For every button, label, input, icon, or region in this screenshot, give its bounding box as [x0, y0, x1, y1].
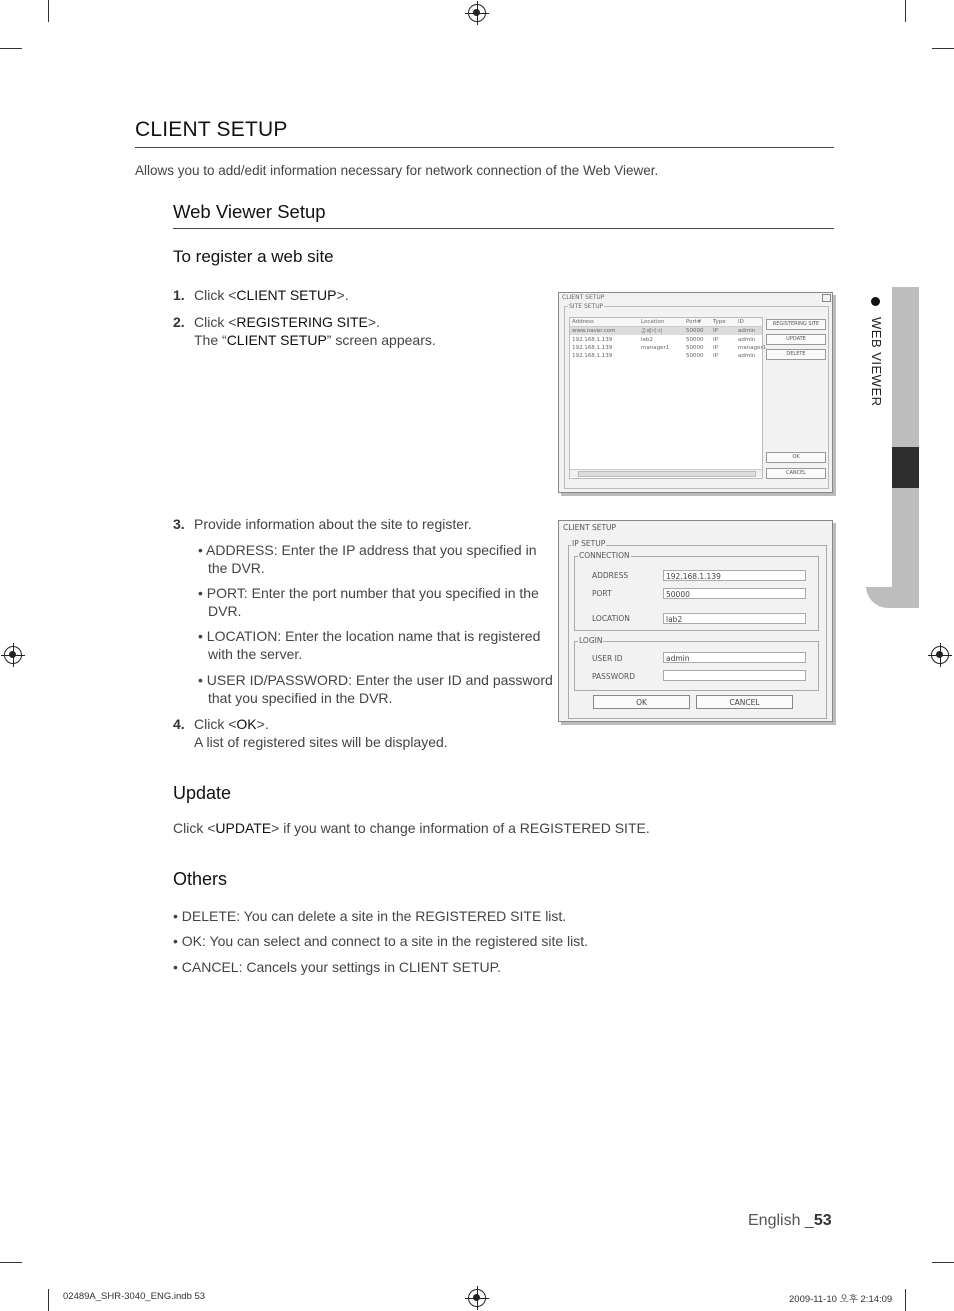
list-item: • DELETE: You can delete a site in the REGISTERED SITE list. — [173, 908, 567, 924]
intro-text: Allows you to add/edit information necessary for network connection of the Web Viewer. — [135, 163, 659, 178]
address-label: ADDRESS — [592, 571, 629, 580]
step-2-text — [194, 313, 436, 349]
ip-setup-screenshot — [558, 520, 833, 722]
side-tab-label: WEB VIEWER — [869, 317, 884, 407]
text: that you specified in the DVR. — [208, 690, 393, 706]
cell: admin — [738, 337, 756, 343]
cell: 50000 — [686, 337, 704, 343]
text: DVR. — [208, 603, 242, 619]
text: >. — [367, 314, 380, 330]
title-rule — [135, 147, 834, 148]
update-heading: Update — [173, 783, 232, 803]
crop-mark — [48, 1289, 49, 1311]
close-icon — [822, 294, 831, 302]
group-label: CONNECTION — [579, 551, 630, 560]
cell: www.naver.com — [572, 328, 616, 334]
step-number: 3. — [173, 516, 185, 532]
registration-mark-icon — [468, 1289, 486, 1307]
step-4-text — [194, 715, 448, 751]
text: • ADDRESS: Enter the IP address that you specified in — [198, 542, 537, 558]
col-header: Type — [713, 319, 726, 325]
registration-mark-icon — [468, 4, 486, 22]
crop-mark — [0, 48, 22, 49]
key-label: UPDATE — [215, 820, 272, 836]
text: • PORT: Enter the port number that you specified in the — [198, 585, 539, 601]
group-label: IP SETUP — [572, 539, 606, 548]
table-row[interactable] — [570, 327, 762, 335]
text: the DVR. — [208, 560, 265, 576]
crop-mark — [932, 1262, 954, 1263]
cancel-button[interactable]: CANCEL — [696, 695, 793, 709]
window-title: CLIENT SETUP — [562, 294, 605, 301]
text: Click < — [194, 314, 237, 330]
horizontal-scrollbar[interactable] — [570, 469, 762, 477]
delete-button[interactable]: DELETE — [766, 349, 826, 360]
others-heading: Others — [173, 869, 228, 889]
password-field[interactable] — [663, 670, 806, 681]
registration-mark-icon — [4, 646, 22, 664]
list-item: • OK: You can select and connect to a site in the registered site list. — [173, 933, 589, 949]
bullet-port — [198, 584, 539, 620]
step-number: 4. — [173, 716, 185, 732]
col-header: Location — [641, 319, 665, 325]
group-label: LOGIN — [579, 636, 603, 645]
footer-page-num: 53 — [813, 1212, 832, 1229]
slug-right: 2009-11-10 오후 2:14:09 — [789, 1294, 893, 1305]
user-id-label: USER ID — [592, 654, 623, 663]
cell: 50000 — [686, 345, 704, 351]
crop-mark — [932, 48, 954, 49]
bullet-location — [198, 627, 540, 663]
port-label: PORT — [592, 589, 612, 598]
col-header: Address — [572, 319, 594, 325]
step-3-text: Provide information about the site to register. — [194, 516, 472, 532]
crop-mark — [48, 0, 49, 22]
table-row[interactable] — [570, 336, 762, 344]
login-group — [574, 641, 819, 691]
cancel-button[interactable]: CANCEL — [766, 468, 826, 479]
ok-button[interactable]: OK — [593, 695, 690, 709]
text: Click < — [194, 287, 237, 303]
step-1-text — [194, 286, 349, 304]
step-number: 1. — [173, 287, 185, 303]
key-label: CLIENT SETUP — [236, 287, 337, 303]
text: ” screen appears. — [326, 332, 436, 348]
section-heading: Web Viewer Setup — [173, 201, 326, 222]
port-field[interactable]: 50000 — [663, 588, 806, 599]
cell: lab2 — [641, 337, 653, 343]
footer-lang: English _ — [748, 1212, 814, 1229]
registration-mark-icon — [931, 646, 949, 664]
key-label: CLIENT SETUP — [226, 332, 327, 348]
cell: IP — [713, 353, 718, 359]
text: A list of registered sites will be displayed. — [194, 734, 448, 750]
subsection-heading: To register a web site — [173, 247, 334, 266]
text: • USER ID/PASSWORD: Enter the user ID and password — [198, 672, 553, 688]
crop-mark — [0, 1262, 22, 1263]
bullet-address — [198, 541, 537, 577]
crop-mark — [905, 0, 906, 22]
section-rule — [173, 228, 834, 229]
table-row[interactable] — [570, 344, 767, 352]
cell: 50000 — [686, 328, 704, 334]
cell: 50000 — [686, 353, 704, 359]
group-label: SITE SETUP — [569, 303, 604, 310]
text: >. — [336, 287, 349, 303]
text: The “ — [194, 332, 227, 348]
cell: 192.168.1.139 — [572, 353, 613, 359]
page-number — [748, 1212, 832, 1230]
text: Click < — [173, 820, 216, 836]
col-header: Port# — [686, 319, 702, 325]
update-text — [173, 819, 650, 837]
window-title: CLIENT SETUP — [563, 523, 617, 532]
slug-left: 02489A_SHR-3040_ENG.indb 53 — [63, 1291, 206, 1302]
text: with the server. — [208, 646, 303, 662]
col-header: ID — [738, 319, 744, 325]
text: • LOCATION: Enter the location name that is registered — [198, 628, 541, 644]
text: Click < — [194, 716, 237, 732]
registering-site-button[interactable]: REGISTERING SITE — [766, 319, 826, 330]
cell: IP — [713, 345, 718, 351]
list-item: • CANCEL: Cancels your settings in CLIENT SETUP. — [173, 959, 502, 975]
site-list — [569, 317, 767, 479]
cell: IP — [713, 337, 718, 343]
location-label: LOCATION — [592, 614, 630, 623]
cell: admin — [738, 328, 756, 334]
location-field[interactable]: lab2 — [663, 613, 806, 624]
cell: 총매이지 — [641, 329, 663, 335]
step-number: 2. — [173, 314, 185, 330]
text: >. — [256, 716, 269, 732]
cell: 192.168.1.139 — [572, 337, 613, 343]
cell: manager1 — [641, 345, 670, 351]
side-tab-marker — [892, 447, 919, 488]
update-button[interactable]: UPDATE — [766, 334, 826, 345]
page-title: CLIENT SETUP — [135, 118, 288, 141]
cell: 192.168.1.139 — [572, 345, 613, 351]
bullet-icon — [871, 297, 880, 306]
cell: IP — [713, 328, 718, 334]
cell: manager1 — [738, 345, 767, 351]
client-setup-list-screenshot — [558, 292, 833, 493]
key-label: REGISTERING SITE — [236, 314, 368, 330]
crop-mark — [905, 1289, 906, 1311]
cell: admin — [738, 353, 756, 359]
table-row[interactable] — [570, 352, 762, 360]
bullet-userid — [198, 671, 553, 707]
ok-button[interactable]: OK — [766, 452, 826, 463]
list-header — [570, 318, 762, 327]
text: > if you want to change information of a REGISTERED SITE. — [271, 820, 650, 836]
key-label: OK — [236, 716, 257, 732]
user-id-field[interactable]: admin — [663, 652, 806, 663]
scroll-thumb[interactable] — [578, 471, 756, 477]
password-label: PASSWORD — [592, 672, 636, 681]
address-field[interactable]: 192.168.1.139 — [663, 570, 806, 581]
